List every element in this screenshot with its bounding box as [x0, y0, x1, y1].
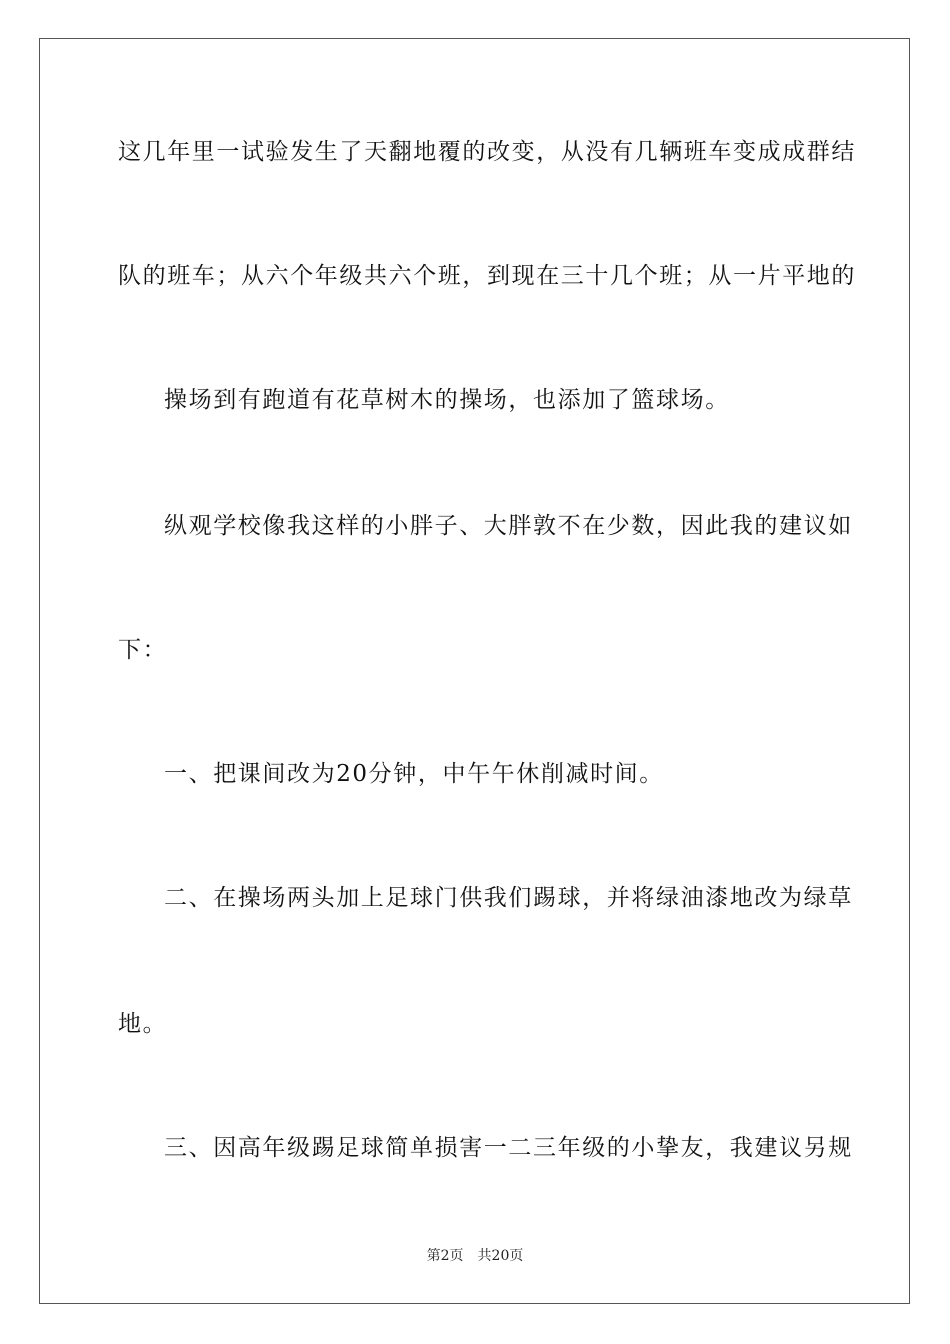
text-line-7: 二、在操场两头加上足球门供我们踢球，并将绿油漆地改为绿草 — [164, 885, 853, 911]
page-border — [39, 38, 910, 1304]
text-line-9: 三、因高年级踢足球简单损害一二三年级的小挚友，我建议另规 — [164, 1135, 853, 1161]
page-footer — [0, 1246, 950, 1266]
text-line-5: 下： — [118, 637, 168, 663]
text-line-4: 纵观学校像我这样的小胖子、大胖敦不在少数，因此我的建议如 — [164, 513, 853, 539]
text-line-1: 这几年里一试验发生了天翻地覆的改变，从没有几辆班车变成成群结 — [118, 139, 856, 165]
text-line-8: 地。 — [118, 1011, 168, 1037]
text-line-2: 队的班车；从六个年级共六个班，到现在三十几个班；从一片平地的 — [118, 263, 856, 289]
page-number: 第2页 — [426, 1248, 464, 1264]
page-total: 共20页 — [477, 1248, 524, 1264]
text-line-3: 操场到有跑道有花草树木的操场，也添加了篮球场。 — [164, 387, 730, 413]
text-line-6: 一、把课间改为20分钟，中午午休削减时间。 — [164, 761, 664, 787]
